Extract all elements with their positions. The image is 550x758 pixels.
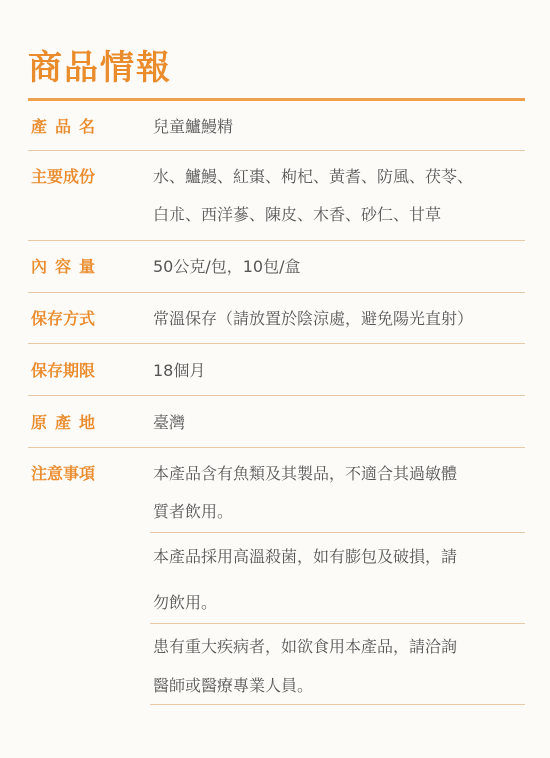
precaution-1-line-2: 質者飲用。 bbox=[153, 502, 234, 521]
row-divider bbox=[28, 150, 525, 151]
value-shelf-life: 18個月 bbox=[153, 361, 206, 380]
value-content: 50公克/包，10包/盒 bbox=[153, 257, 301, 276]
precaution-2-line-2: 勿飲用。 bbox=[153, 593, 218, 612]
note-divider bbox=[150, 623, 525, 624]
value-ingredients-line-1: 水、鱸鰻、紅棗、枸杞、黃耆、防風、茯苓、 bbox=[153, 167, 474, 186]
row-divider bbox=[28, 395, 525, 396]
precaution-3-line-1: 患有重大疾病者，如欲食用本產品，請洽詢 bbox=[153, 637, 458, 656]
label-ingredients: 主要成份 bbox=[31, 167, 96, 186]
precaution-2-line-1: 本產品採用高溫殺菌，如有膨包及破損，請 bbox=[153, 547, 458, 566]
label-origin: 原產地 bbox=[31, 413, 104, 432]
value-ingredients-line-2: 白朮、西洋蔘、陳皮、木香、砂仁、甘草 bbox=[153, 205, 442, 224]
label-shelf-life: 保存期限 bbox=[31, 361, 96, 380]
row-divider bbox=[28, 343, 525, 344]
value-product-name: 兒童鱸鰻精 bbox=[153, 117, 234, 136]
precaution-1-line-1: 本產品含有魚類及其製品，不適合其過敏體 bbox=[153, 464, 458, 483]
label-precautions: 注意事項 bbox=[31, 464, 96, 483]
value-storage-method: 常溫保存（請放置於陰涼處，避免陽光直射） bbox=[153, 309, 474, 328]
note-divider bbox=[150, 532, 525, 533]
precaution-3-line-2: 醫師或醫療專業人員。 bbox=[153, 676, 314, 695]
note-divider bbox=[150, 704, 525, 705]
label-product-name: 產品名 bbox=[31, 117, 104, 136]
row-divider bbox=[28, 292, 525, 293]
label-content: 內容量 bbox=[31, 257, 104, 276]
row-divider bbox=[28, 240, 525, 241]
title-divider bbox=[28, 98, 525, 101]
value-origin: 臺灣 bbox=[153, 413, 186, 432]
page-title: 商品情報 bbox=[28, 48, 172, 88]
label-storage-method: 保存方式 bbox=[31, 309, 96, 328]
row-divider bbox=[28, 447, 525, 448]
